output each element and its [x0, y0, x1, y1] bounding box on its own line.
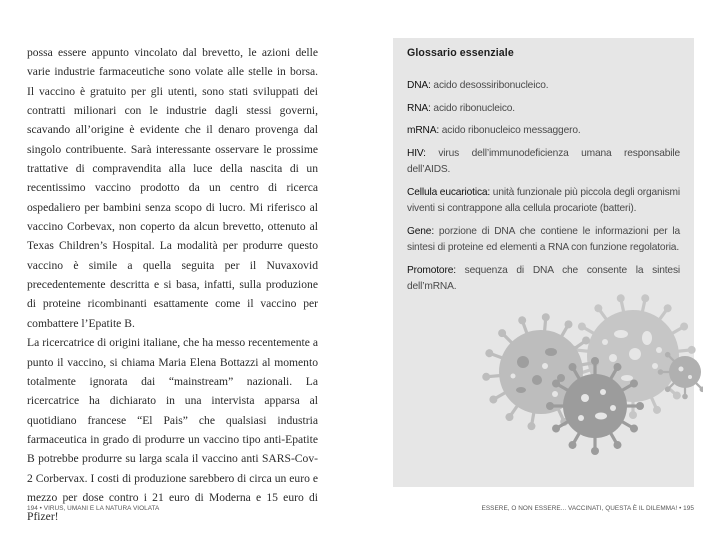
- glossary-definition: acido ribonucleico.: [430, 102, 515, 114]
- glossary-definition: unità funzionale più piccola degli organismi viventi si contrappone alla cellula procariote (batteri).: [407, 186, 681, 214]
- glossary-box: [393, 38, 694, 487]
- glossary-entry: [407, 78, 680, 95]
- body-text: [27, 43, 318, 527]
- paragraph: possa essere appunto vincolato dal brevetto, le azioni delle varie industrie farmaceutiche sono volate alle stelle in borsa. Il vaccino è gratuito per gli utenti, sono stati sviluppati dei contratti milionari con le industrie dagli stessi governi, scavando all’origine è evidente che il denaro provenga dal singolo contribuente. Sarà interessante osservare le prossime trattative di compravendita alla luce della nascita di un recentissimo vaccino prodotto da un centro di ricerca ospedaliero per bambini senza scopo di lucro. Mi riferisco al vaccino Corbevax, non coperto da alcun brevetto, ottenuto al Texas Children’s Hospital. La modalità per produrre questo vaccino è simile a quella seguita per il Nuvaxovid precedentemente descritta e si basa, infatti, sulla produzione di proteine ricombinanti esattamente come il vaccino per combattere l’Epatite B.: [27, 46, 318, 330]
- glossary-term: Gene:: [407, 225, 435, 237]
- glossary-entry: [407, 224, 680, 257]
- page-footer-right: ESSERE, O NON ESSERE... VACCINATI, QUESTA È IL DILEMMA! • 195: [481, 505, 694, 512]
- glossary-term: mRNA:: [407, 125, 440, 136]
- glossary-term: RNA:: [407, 102, 431, 114]
- glossary-title: Glossario essenziale: [407, 47, 514, 59]
- glossary-definition: porzione di DNA che contiene le informazioni per la sintesi di proteine ed elementi a RNA con funzione regolatoria.: [407, 225, 680, 253]
- paragraph: La ricercatrice di origini italiane, che ha messo recentemente a punto il vaccino, si chiama Maria Elena Bottazzi al momento totalmente ignorata dai “mainstream” nazionali. La ricercatrice ha dichiarato in una intervista apparsa al quotidiano francese “El Pais” che qualsiasi industria farmaceutica in grado di produrre un vaccino tipo anti-Epatite B potrebbe produrre su larga scala il vaccino anti SARS-Cov-2 Corbervax. I costi di produzione sarebbero di circa un euro e mezzo per dose contro i 21 euro di Moderna e 15 euro di Pfizer!: [27, 336, 318, 524]
- glossary-term: Promotore:: [407, 264, 456, 276]
- glossary-definition: sequenza di DNA che consente la sintesi dell’mRNA.: [407, 264, 680, 292]
- page-footer-left: 194 • VIRUS, UMANI E LA NATURA VIOLATA: [27, 505, 160, 512]
- glossary-entry: [407, 123, 680, 140]
- coronavirus-illustration-icon: [473, 284, 703, 474]
- glossary-term: DNA:: [407, 80, 431, 91]
- glossary-definition: acido desossiribonucleico.: [430, 80, 549, 91]
- glossary-term: Cellula eucariotica:: [407, 186, 491, 198]
- glossary-term: HIV:: [407, 147, 426, 159]
- glossary-entry: [407, 185, 680, 218]
- glossary-definition: acido ribonucleico messaggero.: [439, 125, 581, 136]
- glossary-entry: [407, 101, 680, 118]
- glossary-definition: virus dell’immunodeficienza umana responsabile dell’AIDS.: [407, 147, 680, 175]
- glossary-entry: [407, 146, 680, 179]
- glossary-list: [407, 78, 680, 302]
- right-page: [360, 0, 720, 540]
